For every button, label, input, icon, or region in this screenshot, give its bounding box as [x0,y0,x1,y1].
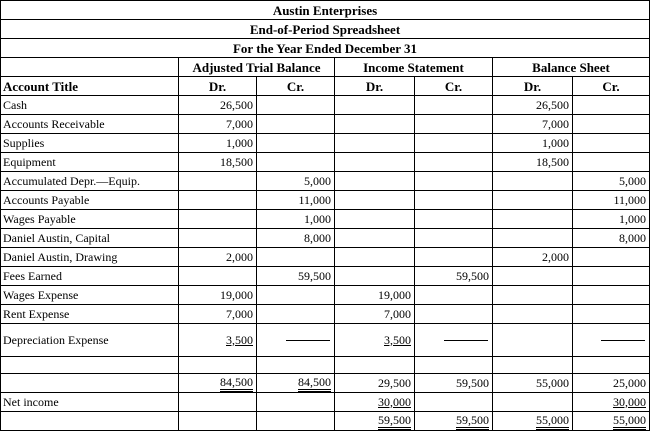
blank-cell [493,357,573,374]
amount-atb-dr: 7,000 [179,305,257,324]
dash-line [444,340,488,341]
amount-is-dr [335,134,415,153]
amount-is-dr [335,210,415,229]
blank-cell [179,357,257,374]
table-row [1,172,650,191]
account-title: Supplies [1,134,179,153]
blank-cell [415,357,493,374]
amount-atb-dr-value: 3,500 [226,332,253,347]
final-bs-cr-value: 55,000 [613,414,646,430]
amount-is-cr [415,393,493,412]
table-row [1,286,650,305]
net-income-bs-cr [573,393,650,412]
final-is-cr [415,412,493,431]
amount-is-cr [415,115,493,134]
amount-atb-cr [257,393,335,412]
amount-atb-cr: 11,000 [257,191,335,210]
bs-cr-header: Cr. [573,77,650,96]
account-title-header: Account Title [1,77,179,96]
account-title: Accounts Payable [1,191,179,210]
amount-is-cr [415,324,493,357]
amount-atb-cr [257,134,335,153]
is-dr-header: Dr. [335,77,415,96]
amount-is-dr [335,267,415,286]
bs-dr-header: Dr. [493,77,573,96]
amount-atb-dr: 1,000 [179,134,257,153]
final-totals-row [1,412,650,431]
amount-bs-cr [573,153,650,172]
group-header-balance-sheet: Balance Sheet [493,58,650,77]
atb-dr-header: Dr. [179,77,257,96]
amount-atb-dr: 18,500 [179,153,257,172]
final-is-dr-value: 59,500 [378,414,411,430]
amount-bs-dr [493,324,573,357]
blank-cell [573,357,650,374]
table-row [1,324,650,357]
blank-header-cell [1,58,179,77]
table-row [1,115,650,134]
account-title: Daniel Austin, Drawing [1,248,179,267]
account-title: Accounts Receivable [1,115,179,134]
amount-atb-dr [179,172,257,191]
amount-atb-cr [257,248,335,267]
amount-atb-dr: 26,500 [179,96,257,115]
final-bs-cr [573,412,650,431]
amount-atb-dr: 2,000 [179,248,257,267]
final-is-cr-value: 59,500 [456,414,489,430]
amount-atb-dr [179,191,257,210]
amount-is-dr [335,115,415,134]
amount-is-dr-value: 3,500 [384,332,411,347]
amount-is-dr [335,96,415,115]
amount-bs-dr [493,210,573,229]
group-header-income-statement: Income Statement [335,58,493,77]
amount-atb-dr [179,210,257,229]
amount-is-cr [415,286,493,305]
amount-is-dr: 19,000 [335,286,415,305]
amount-bs-cr: 5,000 [573,172,650,191]
amount-is-dr [335,191,415,210]
amount-bs-cr [573,305,650,324]
amount-bs-dr [493,393,573,412]
final-is-dr [335,412,415,431]
amount-atb-cr: 8,000 [257,229,335,248]
spacer-row [1,357,650,374]
amount-is-cr [415,229,493,248]
table-row [1,305,650,324]
net-income-label: Net income [1,393,179,412]
report-period: For the Year Ended December 31 [1,39,650,58]
amount-bs-cr [573,115,650,134]
amount-bs-dr [493,305,573,324]
amount-atb-dr [179,393,257,412]
account-title: Accumulated Depr.—Equip. [1,172,179,191]
table-row [1,267,650,286]
amount-atb-dr [179,229,257,248]
amount-bs-dr: 26,500 [493,96,573,115]
amount-atb-cr [257,412,335,431]
amount-bs-dr: 2,000 [493,248,573,267]
amount-bs-cr [573,134,650,153]
amount-bs-dr [493,229,573,248]
amount-is-cr [415,210,493,229]
amount-bs-cr [573,96,650,115]
amount-atb-dr [179,324,257,357]
is-cr-header: Cr. [415,77,493,96]
account-title: Depreciation Expense [1,324,179,357]
net-income-row [1,393,650,412]
amount-is-cr [415,96,493,115]
amount-bs-cr [573,324,650,357]
table-row [1,134,650,153]
table-row [1,210,650,229]
net-income-bs-cr-value: 30,000 [613,394,646,409]
final-totals-label [1,412,179,431]
final-bs-dr [493,412,573,431]
total-bs-dr: 55,000 [493,374,573,393]
amount-atb-dr [179,412,257,431]
amount-bs-cr: 11,000 [573,191,650,210]
amount-bs-dr: 7,000 [493,115,573,134]
total-is-cr: 59,500 [415,374,493,393]
amount-is-dr: 7,000 [335,305,415,324]
account-title: Fees Earned [1,267,179,286]
amount-bs-cr [573,248,650,267]
account-title: Wages Payable [1,210,179,229]
amount-atb-cr [257,153,335,172]
amount-bs-cr: 8,000 [573,229,650,248]
group-header-adjusted-trial-balance: Adjusted Trial Balance [179,58,335,77]
table-row [1,96,650,115]
dash-line [601,340,645,341]
amount-is-dr [335,153,415,172]
amount-atb-cr [257,96,335,115]
amount-atb-cr [257,324,335,357]
amount-bs-cr [573,286,650,305]
table-row [1,248,650,267]
account-title: Equipment [1,153,179,172]
blank-cell [335,357,415,374]
amount-atb-dr [179,267,257,286]
amount-atb-cr: 5,000 [257,172,335,191]
total-atb-dr-value: 84,500 [220,376,253,392]
amount-atb-dr: 7,000 [179,115,257,134]
totals-row [1,374,650,393]
amount-is-cr [415,191,493,210]
totals-label [1,374,179,393]
amount-is-cr [415,305,493,324]
amount-bs-dr [493,286,573,305]
amount-is-dr [335,248,415,267]
amount-is-dr [335,172,415,191]
amount-atb-cr: 59,500 [257,267,335,286]
table-row [1,191,650,210]
amount-atb-cr [257,115,335,134]
blank-cell [257,357,335,374]
amount-is-cr [415,248,493,267]
total-is-dr: 29,500 [335,374,415,393]
total-atb-cr-value: 84,500 [298,376,331,392]
amount-is-cr [415,134,493,153]
amount-atb-cr [257,305,335,324]
amount-is-cr: 59,500 [415,267,493,286]
amount-is-cr [415,172,493,191]
amount-bs-cr [573,267,650,286]
amount-atb-cr: 1,000 [257,210,335,229]
company-name: Austin Enterprises [1,1,650,20]
account-title: Rent Expense [1,305,179,324]
account-title: Wages Expense [1,286,179,305]
table-row [1,153,650,172]
amount-is-cr [415,153,493,172]
amount-bs-dr [493,172,573,191]
table-row [1,229,650,248]
final-bs-dr-value: 55,000 [536,414,569,430]
net-income-is-dr [335,393,415,412]
amount-bs-dr: 18,500 [493,153,573,172]
total-bs-cr: 25,000 [573,374,650,393]
account-title: Daniel Austin, Capital [1,229,179,248]
amount-bs-dr: 1,000 [493,134,573,153]
total-atb-cr [257,374,335,393]
dash-line [286,340,330,341]
amount-bs-dr [493,191,573,210]
atb-cr-header: Cr. [257,77,335,96]
amount-is-dr [335,324,415,357]
total-atb-dr [179,374,257,393]
amount-atb-dr: 19,000 [179,286,257,305]
net-income-is-dr-value: 30,000 [378,394,411,409]
amount-is-dr [335,229,415,248]
blank-cell [1,357,179,374]
account-title: Cash [1,96,179,115]
report-name: End-of-Period Spreadsheet [1,20,650,39]
amount-atb-cr [257,286,335,305]
amount-bs-dr [493,267,573,286]
amount-bs-cr: 1,000 [573,210,650,229]
